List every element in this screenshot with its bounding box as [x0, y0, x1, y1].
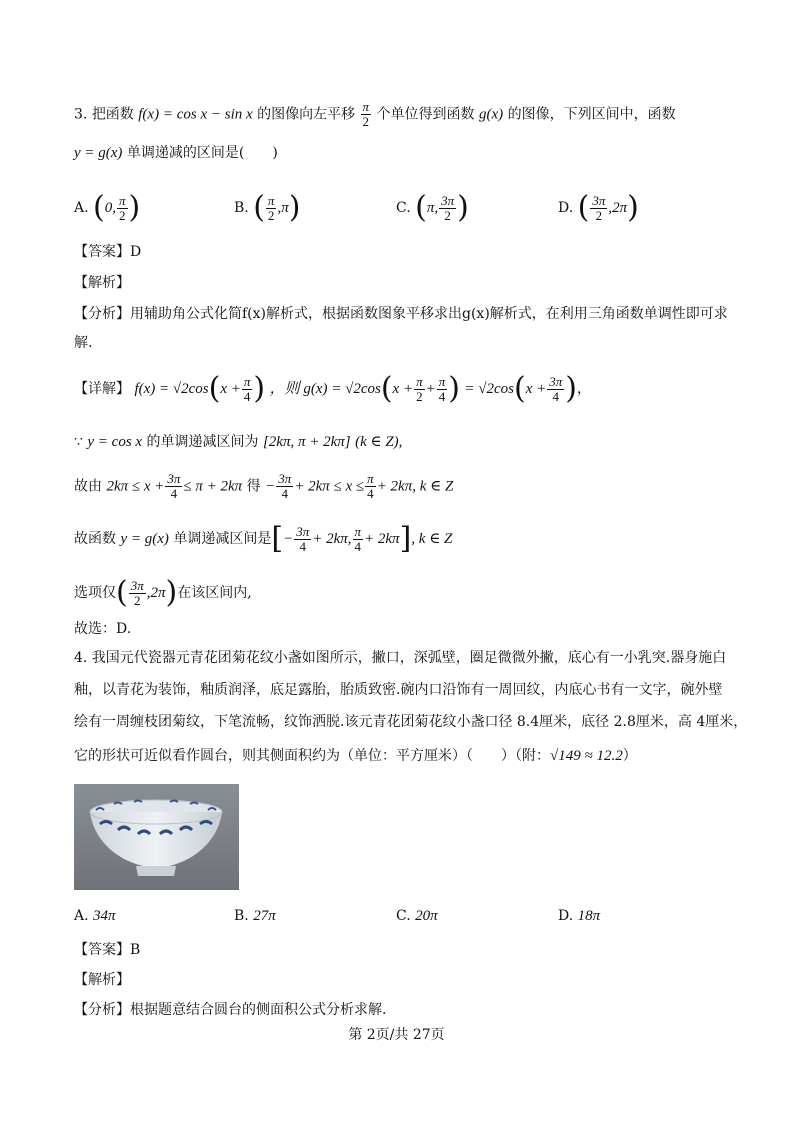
- q3-stem-line1: 3. 把函数 f(x) = cos x − sin x 的图像向左平移 $\frac{\pi}{2}$ 个单位得到函数 g(x) 的图像，下列区间中，函数: [74, 99, 676, 129]
- q4-stem-line1: 4. 我国元代瓷器元青花团菊花纹小盏如图所示，撇口，深弧壁，圈足微微外撇，底心有一小乳突.器身施白: [74, 650, 727, 666]
- q3-gu-line: 故函数 y = g(x) 单调递减区间是[− $\frac{3\pi}{4}$ + 2kπ, $\frac{\pi}{4}$ + 2kπ], k ∈ Z: [74, 521, 453, 556]
- q3-analysis-tag: 【解析】: [74, 275, 130, 291]
- q3-option-d: D. ( $\frac{3\pi}{2}$ ,2π): [558, 190, 639, 225]
- q3-option-b: B. ( $\frac{\pi}{2}$ ,π): [234, 190, 301, 225]
- q3-f-expression: f(x) = cos x − sin x: [138, 106, 253, 123]
- q3-because-line: ∵ y = cos x 的单调递减区间为 [2kπ, π + 2kπ] (k ∈ Z),: [74, 434, 403, 450]
- q3-fenxi-line2: 解.: [74, 335, 93, 351]
- q3-detail-line: 【详解】 f(x) = √2cos(x + $\frac{\pi}{4}$ ) ，则 g(x) = √2cos(x + $\frac{\pi}{2}$ + $\frac{\pi}{4}$ ) = √2cos(x + $\frac{3\pi}{4}$ )，: [74, 371, 591, 406]
- q3-stem-line2: y = g(x) 单调递减的区间是( ): [74, 145, 278, 161]
- q3-guyou-line: 故由 2kπ ≤ x + $\frac{3\pi}{4}$ ≤ π + 2kπ 得 − $\frac{3\pi}{4}$ + 2kπ ≤ x ≤ $\frac{\pi}{4}$ + 2kπ, k ∈ Z: [74, 471, 454, 501]
- q3-answer: 【答案】D: [74, 244, 142, 260]
- q3-conclusion: 故选：D.: [74, 621, 132, 637]
- q3-xuan-line: 选项仅( $\frac{3\pi}{2}$ ,2π)在该区间内,: [74, 575, 252, 610]
- q4-stem-line3: 绘有一周缠枝团菊纹，下笔流畅，纹饰洒脱.该元青花团菊花纹小盏口径 8.4厘米，底径 2.8厘米，高 4厘米，: [74, 714, 748, 730]
- q4-option-b: B. 27π: [234, 908, 276, 924]
- q3-option-c: C. (π, $\frac{3\pi}{2}$ ): [396, 190, 469, 225]
- q4-stem-line2: 釉，以青花为装饰，釉质润泽，底足露胎，胎质致密.碗内口沿饰有一周回纹，内底心书有一文字，碗外壁: [74, 682, 723, 698]
- q4-option-d: D. 18π: [558, 908, 601, 924]
- q3-shift-fraction: $\frac{\pi}{2}$: [362, 99, 370, 129]
- bowl-photo: [74, 784, 239, 890]
- page-footer: 第 2页/共 27页: [348, 1027, 445, 1043]
- q3-option-a: A. (0, $\frac{\pi}{2}$ ): [74, 190, 141, 225]
- q3-number: 3.: [74, 106, 88, 123]
- q4-answer: 【答案】B: [74, 942, 141, 958]
- q4-option-c: C. 20π: [396, 908, 438, 924]
- q4-option-a: A. 34π: [74, 908, 116, 924]
- q4-analysis-tag: 【解析】: [74, 972, 130, 988]
- q3-fenxi-line1: 【分析】用辅助角公式化简f(x)解析式，根据函数图象平移求出g(x)解析式，在利用三角函数单调性即可求: [74, 306, 728, 322]
- q4-stem-line4: 它的形状可近似看作圆台，则其侧面积约为（单位：平方厘米）（ ）（附：√149 ≈ 12.2）: [74, 748, 637, 764]
- q4-fenxi: 【分析】根据题意结合圆台的侧面积公式分析求解.: [74, 1002, 387, 1018]
